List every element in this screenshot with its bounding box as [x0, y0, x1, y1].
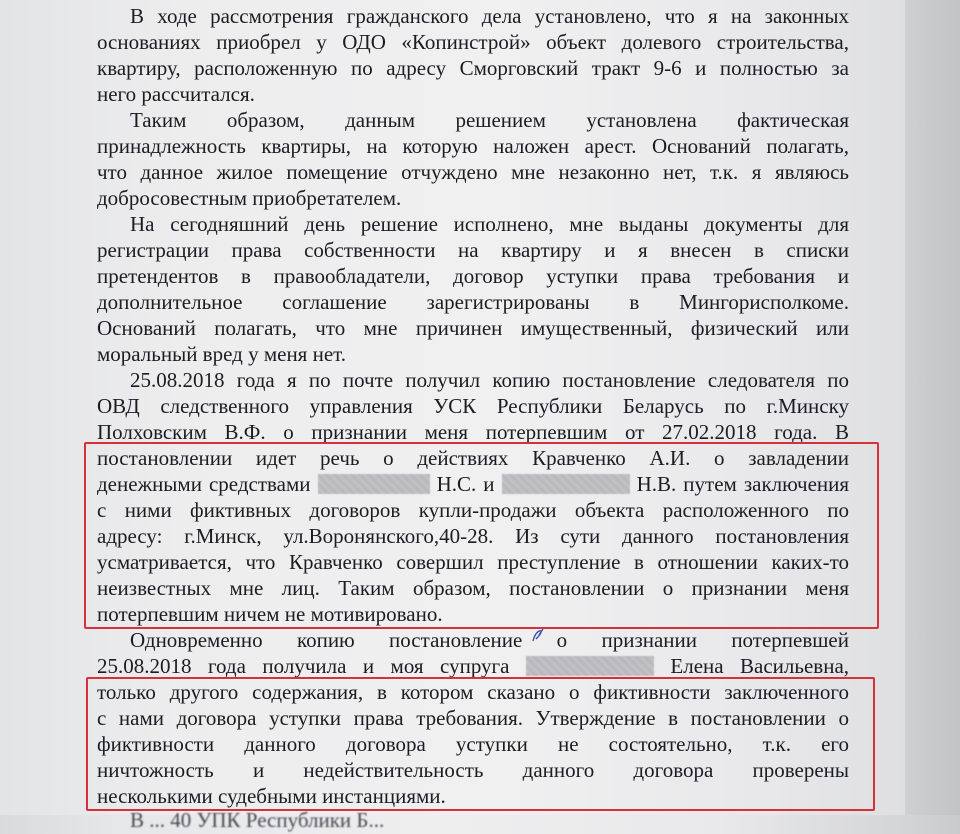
text-line: основаниях приобрел у ОДО «Копинстрой» объект долевого строительства, [97, 30, 849, 54]
text-line: несколькими судебными инстанциями. [97, 784, 446, 808]
redacted-name [526, 656, 654, 676]
text-line: с ними фиктивных договоров купли-продажи объекта расположенного по [97, 498, 849, 522]
redacted-name [502, 474, 630, 494]
text-line: адресу: г.Минск, ул.Воронянского,40-28. Из сути данного постановления [97, 524, 849, 548]
text-line: потерпевшим ничем не мотивировано. [97, 602, 443, 626]
text-line: добросовестным приобретателем. [97, 186, 402, 210]
text-line: Таким образом, данным решением установлена фактическая [130, 108, 849, 132]
text-line: что данное жилое помещение отчуждено мне незаконно нет, т.к. я являюсь [97, 160, 849, 184]
text-line: только другого содержания, в котором сказано о фиктивности заключенного [97, 680, 849, 704]
text-line: фиктивности данного договора уступки не состоятельно, т.к. его [97, 732, 849, 756]
text-line: квартиру, расположенную по адресу Сморговский тракт 9-6 и полностью за [97, 56, 849, 80]
pen-mark-icon [530, 627, 546, 645]
text-line: неизвестных мне лиц. Таким образом, постановлении о признании меня [97, 576, 849, 600]
text-line: 25.08.2018 года я по почте получил копию постановление следователя по [130, 368, 849, 392]
text-line: моральный вред у меня нет. [97, 342, 346, 366]
text-line: ничтожность и недействительность данного договора проверены [97, 758, 849, 782]
text-fragment: Елена Васильевна, [670, 654, 849, 678]
text-line-redacted [97, 472, 849, 498]
text-line: В ходе рассмотрения гражданского дела установлено, что я на законных [130, 4, 849, 28]
text-fragment: Н.В. путем заключения [636, 472, 849, 496]
text-line: Оснований полагать, что мне причинен имущественный, физический или [97, 316, 849, 340]
text-line: ОВД следственного управления УСК Республики Беларусь по г.Минску [97, 394, 849, 418]
text-line: Одновременно копию постановление о признании потерпевшей [130, 628, 849, 652]
text-line: регистрации права собственности на квартиру и я внесен в списки [97, 238, 849, 262]
text-line: Полховским В.Ф. о признании меня потерпевшим от 27.02.2018 года. В [97, 420, 849, 444]
text-line-cut: В ... 40 УПК Республики Б... [130, 808, 385, 832]
text-line: На сегодняшний день решение исполнено, мне выданы документы для [130, 212, 849, 236]
text-line: усматривается, что Кравченко совершил преступление в отношении каких-то [97, 550, 849, 574]
text-fragment: денежными средствами [97, 472, 311, 496]
text-line: постановлении идет речь о действиях Кравченко А.И. о завладении [97, 446, 849, 470]
text-fragment: Н.С. и [436, 472, 495, 496]
text-fragment: 25.08.2018 года получила и моя супруга [97, 654, 510, 678]
text-line: принадлежность квартиры, на которую наложен арест. Оснований полагать, [97, 134, 849, 158]
redacted-name [318, 474, 430, 494]
text-line-redacted [97, 654, 849, 680]
text-line: дополнительное соглашение зарегистрированы в Мингорисполкоме. [97, 290, 849, 314]
paper-edge [905, 0, 960, 815]
text-line: претендентов в правообладатели, договор уступки права требования и [97, 264, 849, 288]
text-line: него рассчитался. [97, 82, 255, 106]
text-line: с нами договора уступки права требования. Утверждение в постановлении о [97, 706, 849, 730]
